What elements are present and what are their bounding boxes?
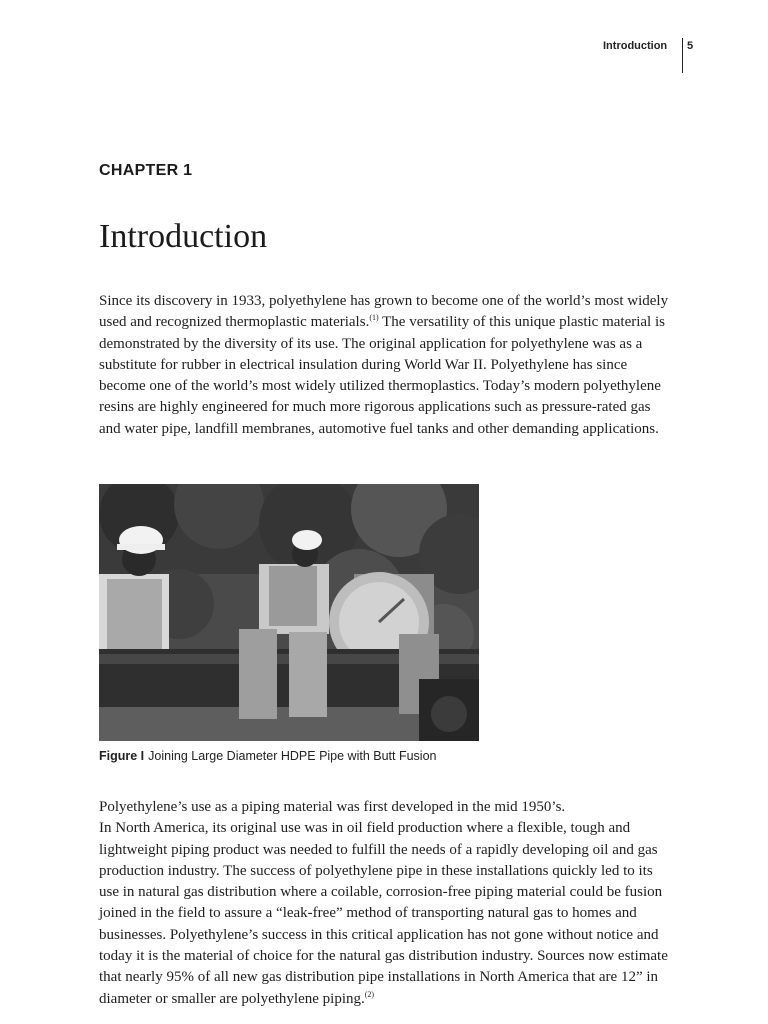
paragraph-2-first-line: Polyethylene’s use as a piping material was first developed in the mid 1950’s. xyxy=(99,799,566,815)
running-head-title: Introduction xyxy=(603,40,668,52)
paragraph-1-text-b: The versatility of this unique plastic material is demonstrated by the diversity of its use. The original application for polyethylene was as a substitute for rubber in electrical insulation during World War II. Polyethylene has since become one of the world’s most widely utilized thermoplastics. Today’s modern polyethylene resins are highly engineered for much more rigorous applications such as pressure-rated gas and water pipe, landfill membranes, automotive fuel tanks and other demanding applications. xyxy=(99,314,665,437)
body-paragraph-2 xyxy=(99,797,674,1010)
chapter-label: CHAPTER 1 xyxy=(99,162,193,179)
figure-caption xyxy=(99,749,437,763)
reference-marker-2: (2) xyxy=(364,989,375,999)
chapter-title: Introduction xyxy=(99,218,268,255)
figure-photo xyxy=(99,484,479,741)
figure-label: Figure I xyxy=(99,749,145,763)
figure-caption-text: Joining Large Diameter HDPE Pipe with Butt Fusion xyxy=(148,749,437,763)
reference-marker-1: (1) xyxy=(369,313,379,323)
paragraph-2-text: In North America, its original use was in oil field production where a flexible, tough and lightweight piping product was needed to fulfill the needs of a rapidly developing oil and gas production industry. The success of polyethylene pipe in these installations quickly led to its use in natural gas distribution where a coilable, corrosion-free piping material could be fusion joined in the field to assure a “leak-free” method of transporting natural gas to homes and businesses. Polyethylene’s success in this critical application has not gone without notice and today it is the material of choice for the natural gas distribution industry. Sources now estimate that nearly 95% of all new gas distribution pipe installations in North America that are 12” in diameter or smaller are polyethylene piping. xyxy=(99,820,668,1007)
page-number: 5 xyxy=(687,40,694,52)
paragraph-1-text-a: Since its discovery in 1933, polyethylene has grown to become one of the world’s most widely used and recognized thermoplastic materials. xyxy=(99,293,669,331)
header-divider xyxy=(682,38,683,73)
body-paragraph-1 xyxy=(99,291,674,440)
